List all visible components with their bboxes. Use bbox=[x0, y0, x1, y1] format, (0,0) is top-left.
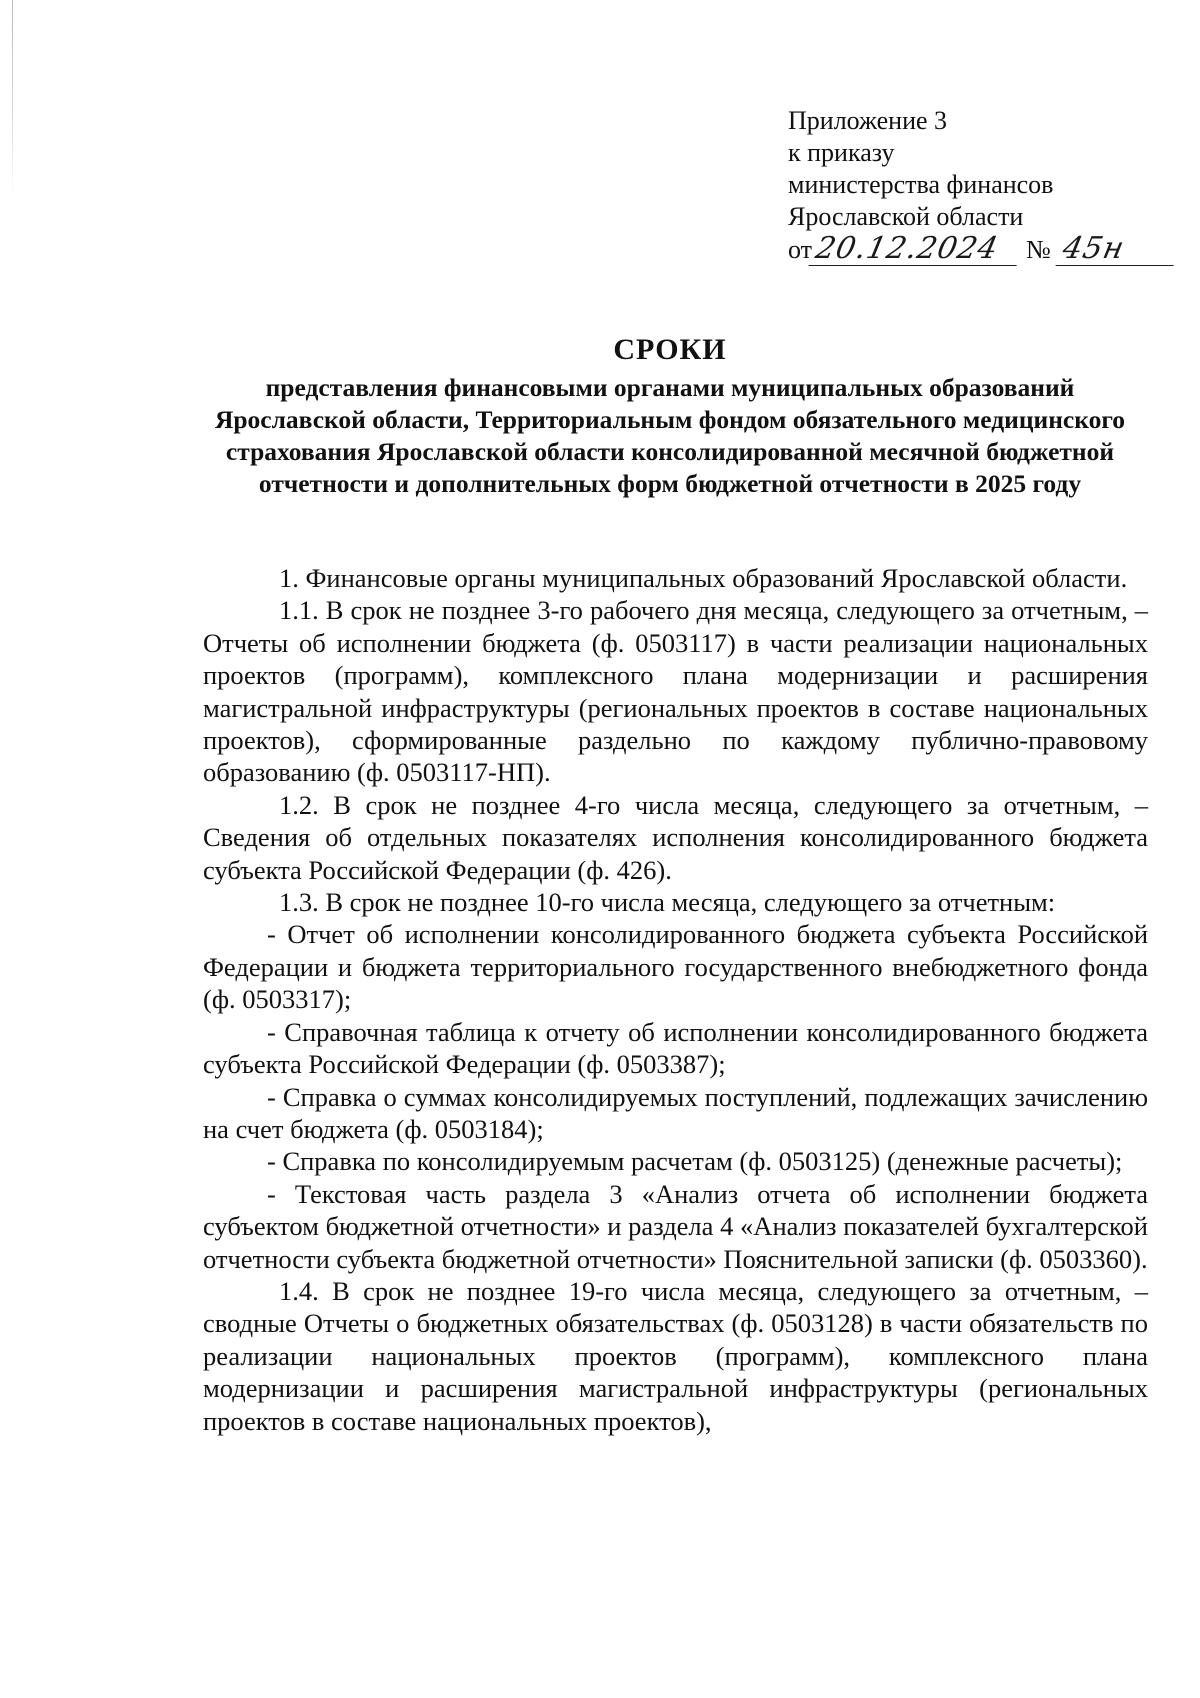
appendix-line-2: к приказу bbox=[788, 138, 895, 167]
appendix-line-3: министерства финансов bbox=[788, 170, 1054, 199]
list-item: - Справочная таблица к отчету об исполнении консолидированного бюджета субъекта Российской Федерации (ф. 0503387); bbox=[203, 1016, 1148, 1080]
paragraph-1-4: 1.4. В срок не позднее 19-го числа месяца, следующего за отчетным, – сводные Отчеты о бюджетных обязательствах (ф. 0503128) в части обязательств по реализации национальных проектов (программ), комплексного плана модернизации и расширения магистральной инфраструктуры (региональных проектов в составе национальных проектов), bbox=[203, 1275, 1148, 1436]
scan-edge-line bbox=[12, 0, 13, 200]
handwritten-number: 45н bbox=[1055, 233, 1180, 266]
appendix-line-4: Ярославской области bbox=[788, 202, 1024, 231]
from-label: от bbox=[788, 235, 813, 264]
document-body bbox=[203, 562, 1148, 1437]
list-item: - Текстовая часть раздела 3 «Анализ отчета об исполнении бюджета субъектом бюджетной отчетности» и раздела 4 «Анализ показателей бухгалтерской отчетности субъекта бюджетной отчетности» Пояснительной записки (ф. 0503360). bbox=[203, 1178, 1148, 1274]
paragraph-1-3: 1.3. В срок не позднее 10-го числа месяца, следующего за отчетным: bbox=[279, 887, 1056, 918]
number-label: № bbox=[1026, 235, 1051, 264]
paragraph-1: 1. Финансовые органы муниципальных образований Ярославской области. bbox=[279, 563, 1128, 593]
list-item: - Отчет об исполнении консолидированного бюджета субъекта Российской Федерации и бюджета территориального государственного внебюджетного фонда (ф. 0503317); bbox=[203, 919, 1148, 1015]
document-heading bbox=[200, 332, 1140, 500]
appendix-line-1: Приложение 3 bbox=[788, 106, 948, 135]
list-item: - Справка о суммах консолидируемых поступлений, подлежащих зачислению на счет бюджета (ф. 0503184); bbox=[203, 1081, 1148, 1144]
list-item: - Справка по консолидируемым расчетам (ф. 0503125) (денежные расчеты); bbox=[267, 1146, 1123, 1177]
handwritten-date: 20.12.2024 bbox=[809, 233, 1024, 266]
paragraph-1-1: 1.1. В срок не позднее 3-го рабочего дня месяца, следующего за отчетным, – Отчеты об исполнении бюджета (ф. 0503117) в части реализации национальных проектов (программ), комплексного плана модернизации и расширения магистральной инфраструктуры (региональных проектов в составе национальных проектов), сформированные раздельно по каждому публично-правовому образованию (ф. 0503117-НП). bbox=[203, 595, 1148, 788]
appendix-date-number-line bbox=[788, 233, 1177, 266]
appendix-block bbox=[788, 105, 1177, 266]
document-subtitle: представления финансовыми органами муниципальных образований Ярославской области, Территориальным фондом обязательного медицинского страхования Ярославской области консолидированной месячной бюджетной отчетности и дополнительных форм бюджетной отчетности в 2025 году bbox=[214, 373, 1126, 498]
paragraph-1-2: 1.2. В срок не позднее 4-го числа месяца, следующего за отчетным, – Сведения об отдельных показателях исполнения консолидированного бюджета субъекта Российской Федерации (ф. 426). bbox=[203, 789, 1148, 885]
document-title: СРОКИ bbox=[613, 333, 727, 366]
